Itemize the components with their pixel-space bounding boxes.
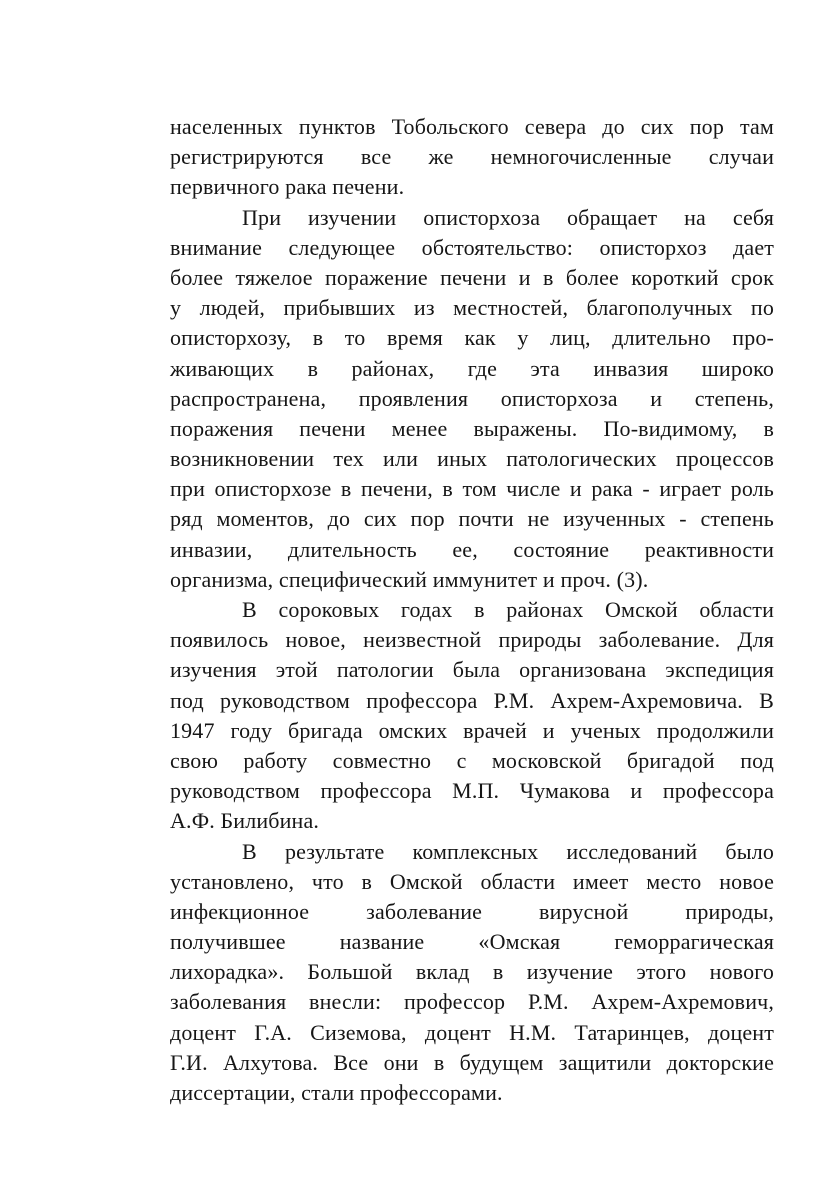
paragraph-3 bbox=[170, 595, 774, 837]
document-page bbox=[170, 112, 774, 1108]
text-line: населенных пунктов Тобольского севера до сих пор там bbox=[170, 114, 774, 139]
text-line: При изучении описторхоза обращает на себя bbox=[242, 204, 774, 230]
text-line: описторхозу, в то время как у лиц, длительно про- bbox=[170, 325, 774, 351]
text-line: изучения этой патологии была организована экспедиция bbox=[170, 657, 774, 683]
text-line: руководством профессора М.П. Чумакова и профессора bbox=[170, 778, 774, 804]
text-line: более тяжелое поражение печени и в более короткий срок bbox=[170, 264, 774, 290]
text-line: В результате комплексных исследований было bbox=[242, 838, 774, 864]
text-line: у людей, прибывших из местностей, благополучных по bbox=[170, 295, 774, 321]
text-line: распространена, проявления описторхоза и степень, bbox=[170, 385, 774, 411]
text-line: появилось новое, неизвестной природы заболевание. Для bbox=[170, 627, 774, 653]
text-line: диссертации, стали профессорами. bbox=[170, 1080, 503, 1105]
paragraph-4 bbox=[170, 837, 774, 1109]
text-line: установлено, что в Омской области имеет место новое bbox=[170, 868, 774, 894]
text-line: регистрируются все же немногочисленные случаи bbox=[170, 144, 774, 170]
text-line: первичного рака печени. bbox=[170, 174, 405, 200]
text-line: получившее название «Омская геморрагическая bbox=[170, 929, 774, 955]
paragraph-1 bbox=[170, 112, 774, 203]
paragraph-2 bbox=[170, 203, 774, 595]
text-line: под руководством профессора Р.М. Ахрем-Ахремовича. В bbox=[170, 687, 774, 713]
text-line: инфекционное заболевание вирусной природы, bbox=[170, 898, 774, 924]
text-line: А.Ф. Билибина. bbox=[170, 808, 320, 834]
text-line: поражения печени менее выражены. По-видимому, в bbox=[170, 415, 774, 441]
text-line: лихорадка». Большой вклад в изучение этого нового bbox=[170, 959, 774, 985]
text-line: внимание следующее обстоятельство: описторхоз дает bbox=[170, 234, 774, 260]
text-line: заболевания внесли: профессор Р.М. Ахрем-Ахремович, bbox=[170, 989, 774, 1015]
text-line: свою работу совместно с московской бригадой под bbox=[170, 747, 774, 773]
text-line: Г.И. Алхутова. Все они в будущем защитили докторские bbox=[170, 1049, 774, 1075]
text-line: при описторхозе в печени, в том числе и рака - играет роль bbox=[170, 476, 774, 502]
text-line: 1947 году бригада омских врачей и ученых продолжили bbox=[170, 717, 774, 743]
text-line: организма, специфический иммунитет и проч. (3). bbox=[170, 566, 649, 592]
text-line: возникновении тех или иных патологических процессов bbox=[170, 446, 774, 472]
text-line: доцент Г.А. Сиземова, доцент Н.М. Татаринцев, доцент bbox=[170, 1019, 774, 1045]
text-line: ряд моментов, до сих пор почти не изученных - степень bbox=[170, 506, 774, 532]
text-line: живающих в районах, где эта инвазия широко bbox=[170, 355, 774, 381]
text-line: В сороковых годах в районах Омской области bbox=[242, 597, 774, 622]
text-line: инвазии, длительность ее, состояние реактивности bbox=[170, 536, 774, 562]
